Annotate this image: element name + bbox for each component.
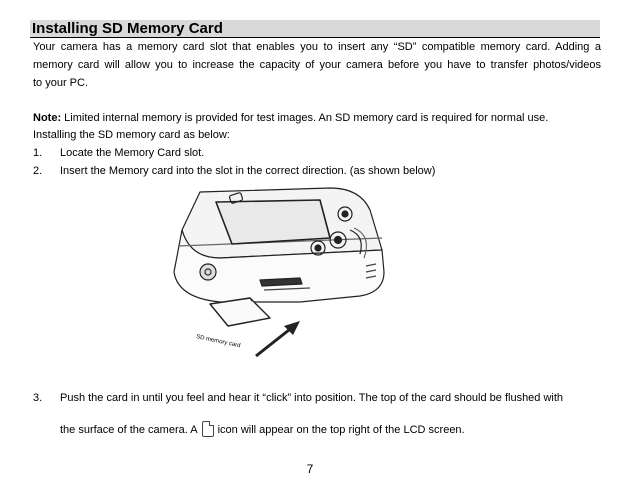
step-2-number: 2.	[33, 165, 43, 177]
sd-card-icon	[202, 421, 214, 437]
step-2-text: Insert the Memory card into the slot in the correct direction. (as shown below)	[60, 165, 436, 177]
install-intro: Installing the SD memory card as below:	[33, 129, 230, 141]
step-3-number: 3.	[33, 392, 43, 404]
step-1-text: Locate the Memory Card slot.	[60, 147, 205, 159]
intro-line-3: to your PC.	[33, 77, 89, 89]
intro-line-1: Your camera has a memory card slot that enables you to insert any “SD” compatible memory card. Adding a	[33, 41, 601, 53]
page-number: 7	[306, 462, 314, 476]
note-text: Limited internal memory is provided for test images. An SD memory card is required for normal use.	[61, 112, 549, 124]
sd-card-label: SD memory card	[195, 334, 241, 350]
step-3-line-2-start: the surface of the camera. A	[60, 424, 198, 436]
step-3-line-1: Push the card in until you feel and hear it “click” into position. The top of the card should be flushed with	[60, 392, 564, 404]
step-3-line-2	[60, 421, 465, 437]
camera-sd-insertion-illustration	[160, 180, 390, 370]
note-label: Note:	[33, 112, 62, 124]
step-1-number: 1.	[33, 147, 43, 159]
lcd-screen	[216, 200, 330, 244]
tripod-mount	[200, 264, 216, 280]
section-heading: Installing SD Memory Card	[30, 20, 600, 38]
memory-card-slot	[260, 278, 302, 286]
intro-line-2: memory card will allow you to increase the capacity of your camera before you have to transfer photos/videos	[33, 59, 601, 71]
note-paragraph	[33, 111, 548, 125]
step-3-line-2-end: icon will appear on the top right of the LCD screen.	[217, 424, 465, 436]
insert-direction-arrow	[256, 326, 294, 356]
